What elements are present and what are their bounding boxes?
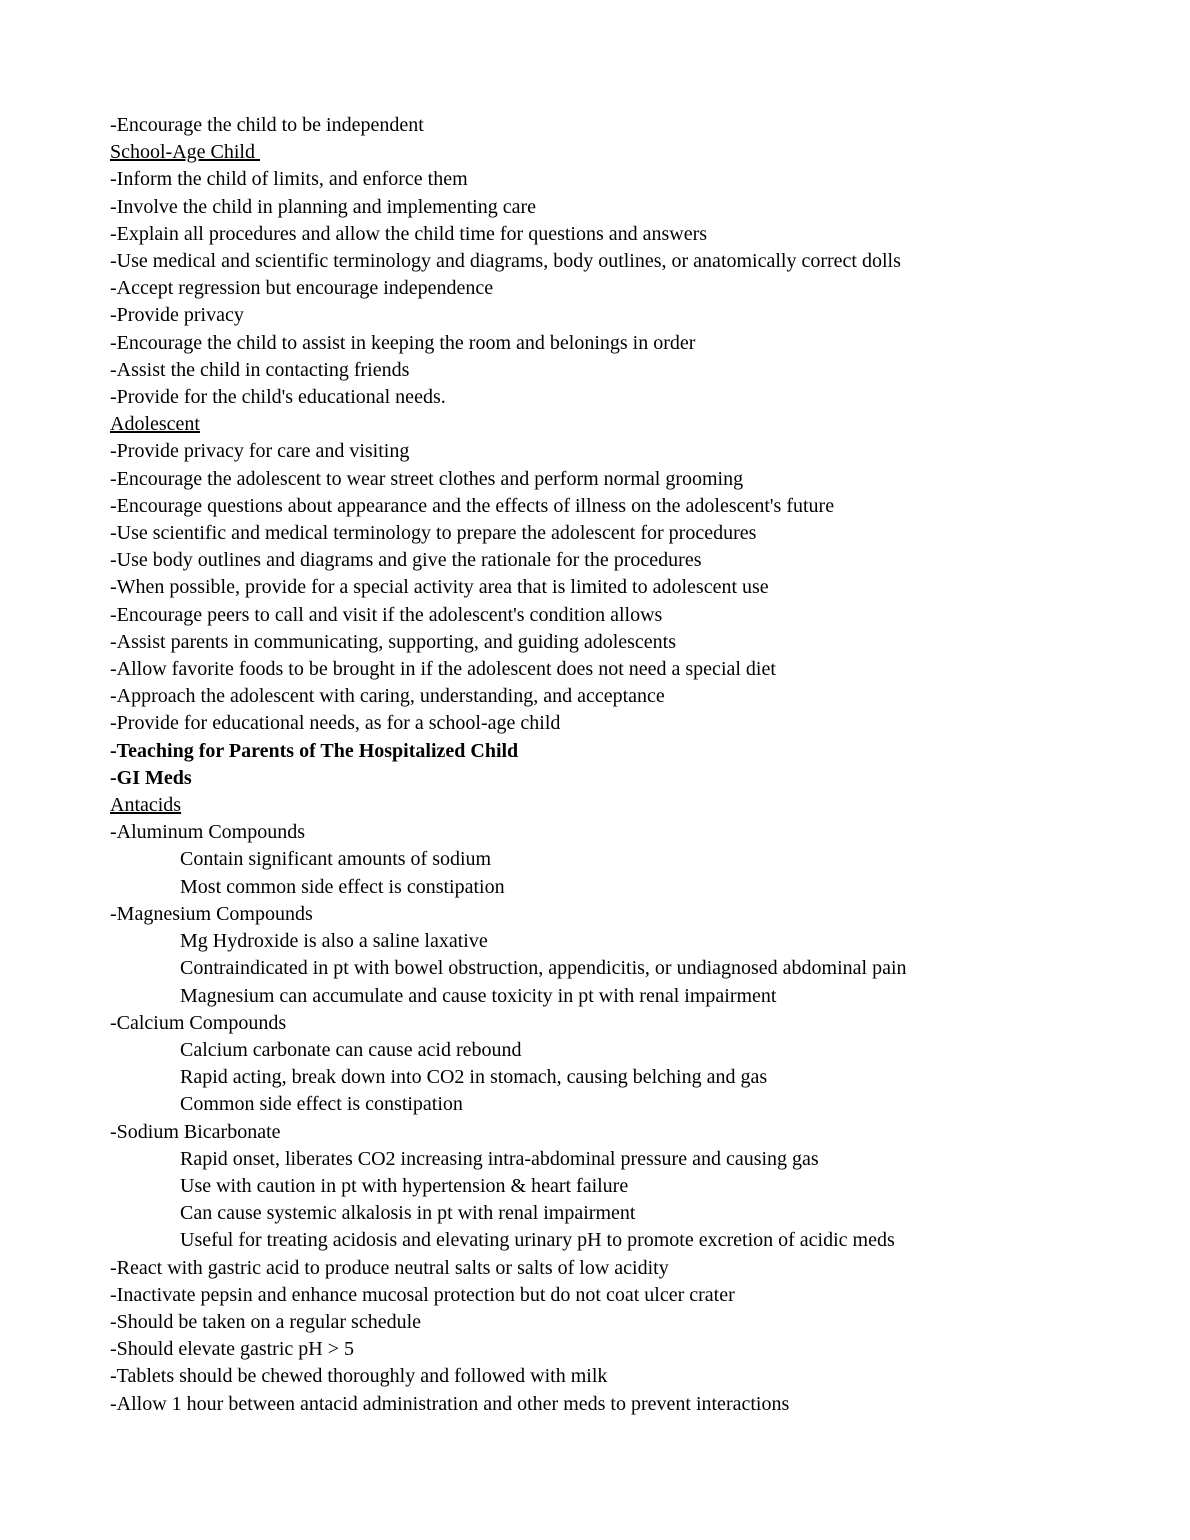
document-line-text: Most common side effect is constipation: [180, 875, 505, 898]
document-line: [110, 275, 1150, 302]
document-line: [110, 302, 1150, 329]
document-line: [110, 466, 1150, 493]
document-line: [110, 493, 1150, 520]
document-line: [110, 1010, 1150, 1037]
document-line: [110, 520, 1150, 547]
document-line: [110, 1037, 1150, 1064]
document-line: [110, 1282, 1150, 1309]
document-line-text: -Encourage the child to be independent: [110, 114, 424, 136]
document-line: [110, 983, 1150, 1010]
document-line-text: -Should elevate gastric pH > 5: [110, 1338, 354, 1361]
document-line-text: Calcium carbonate can cause acid rebound: [180, 1038, 522, 1061]
document-line-text: -React with gastric acid to produce neutral salts or salts of low acidity: [110, 1256, 669, 1279]
document-content: [110, 112, 1150, 1418]
document-line: [110, 928, 1150, 955]
document-line-text: -Involve the child in planning and implementing care: [110, 195, 536, 218]
document-line-text: -Allow 1 hour between antacid administration and other meds to prevent interactions: [110, 1392, 790, 1415]
document-line-text: -Inform the child of limits, and enforce them: [110, 168, 468, 191]
document-line: [110, 683, 1150, 710]
document-line: [110, 1391, 1150, 1418]
document-line-text: -Approach the adolescent with caring, understanding, and acceptance: [110, 685, 665, 708]
document-line: [110, 1227, 1150, 1254]
document-line-text: Contraindicated in pt with bowel obstruction, appendicitis, or undiagnosed abdominal pain: [180, 957, 907, 980]
document-line-text: -Teaching for Parents of The Hospitalized Child: [110, 739, 519, 762]
document-line-text: Antacids: [110, 794, 182, 817]
document-line-text: -Encourage the adolescent to wear street clothes and perform normal grooming: [110, 467, 744, 490]
document-line: [110, 112, 1150, 139]
document-line: [110, 1363, 1150, 1390]
document-line-text: -Use medical and scientific terminology and diagrams, body outlines, or anatomically correct dolls: [110, 250, 901, 273]
document-line: [110, 738, 1150, 765]
document-line-text: Contain significant amounts of sodium: [180, 848, 492, 871]
document-line: [110, 221, 1150, 248]
document-line-text: Rapid onset, liberates CO2 increasing intra-abdominal pressure and causing gas: [180, 1147, 819, 1170]
document-line-text: -Provide privacy for care and visiting: [110, 440, 410, 463]
document-line-text: Magnesium can accumulate and cause toxicity in pt with renal impairment: [180, 984, 777, 1007]
document-line: [110, 819, 1150, 846]
document-line: [110, 765, 1150, 792]
document-line: [110, 710, 1150, 737]
document-line: [110, 547, 1150, 574]
document-line: [110, 438, 1150, 465]
document-line: [110, 901, 1150, 928]
document-line-text: -Sodium Bicarbonate: [110, 1120, 281, 1143]
document-line: [110, 357, 1150, 384]
document-line-text: Common side effect is constipation: [180, 1093, 463, 1116]
document-line-text: -Should be taken on a regular schedule: [110, 1310, 422, 1333]
document-line: [110, 1146, 1150, 1173]
document-line-text: -Tablets should be chewed thoroughly and followed with milk: [110, 1365, 608, 1388]
document-line: [110, 602, 1150, 629]
document-line: [110, 656, 1150, 683]
document-line: [110, 411, 1150, 438]
document-line-text: -Encourage the child to assist in keeping the room and belonings in order: [110, 331, 696, 354]
document-line: [110, 1309, 1150, 1336]
document-line-text: School-Age Child: [110, 141, 260, 164]
document-line-text: -Use scientific and medical terminology to prepare the adolescent for procedures: [110, 522, 757, 545]
document-line: [110, 248, 1150, 275]
document-line-text: Useful for treating acidosis and elevating urinary pH to promote excretion of acidic meds: [180, 1229, 895, 1252]
document-line: [110, 629, 1150, 656]
document-line-text: -Encourage questions about appearance and the effects of illness on the adolescent's future: [110, 494, 835, 517]
document-line-text: -Encourage peers to call and visit if the adolescent's condition allows: [110, 603, 663, 626]
document-line: [110, 846, 1150, 873]
document-line-text: -Provide privacy: [110, 304, 244, 327]
document-line: [110, 330, 1150, 357]
document-line: [110, 792, 1150, 819]
document-line-text: -Assist the child in contacting friends: [110, 358, 410, 381]
document-line: [110, 1336, 1150, 1363]
document-line: [110, 1091, 1150, 1118]
document-line-text: -Accept regression but encourage independence: [110, 277, 494, 300]
document-line: [110, 384, 1150, 411]
document-line-text: Can cause systemic alkalosis in pt with renal impairment: [180, 1202, 636, 1225]
document-line: [110, 166, 1150, 193]
document-line-text: Mg Hydroxide is also a saline laxative: [180, 930, 488, 953]
document-line-text: -Aluminum Compounds: [110, 821, 306, 844]
document-line-text: -Use body outlines and diagrams and give the rationale for the procedures: [110, 549, 702, 572]
document-line: [110, 874, 1150, 901]
document-line-text: -GI Meds: [110, 766, 192, 789]
document-line-text: -Provide for the child's educational needs.: [110, 386, 446, 409]
document-line-text: -Allow favorite foods to be brought in if the adolescent does not need a special diet: [110, 658, 776, 681]
document-line: [110, 1200, 1150, 1227]
document-line-text: Use with caution in pt with hypertension & heart failure: [180, 1174, 629, 1197]
document-line-text: -When possible, provide for a special activity area that is limited to adolescent use: [110, 576, 769, 599]
document-line-text: Adolescent: [110, 413, 200, 436]
document-line-text: Rapid acting, break down into CO2 in stomach, causing belching and gas: [180, 1066, 768, 1089]
document-line-text: -Explain all procedures and allow the child time for questions and answers: [110, 222, 708, 245]
document-line-text: -Provide for educational needs, as for a school-age child: [110, 712, 561, 735]
document-line: [110, 194, 1150, 221]
document-line: [110, 574, 1150, 601]
document-line: [110, 1173, 1150, 1200]
document-line: [110, 1119, 1150, 1146]
document-line: [110, 139, 1150, 166]
document-line-text: -Calcium Compounds: [110, 1011, 287, 1034]
document-line-text: -Magnesium Compounds: [110, 902, 313, 925]
document-line: [110, 1064, 1150, 1091]
document-line: [110, 955, 1150, 982]
document-line-text: -Inactivate pepsin and enhance mucosal protection but do not coat ulcer crater: [110, 1283, 735, 1306]
document-line-text: -Assist parents in communicating, supporting, and guiding adolescents: [110, 630, 677, 653]
document-line: [110, 1255, 1150, 1282]
